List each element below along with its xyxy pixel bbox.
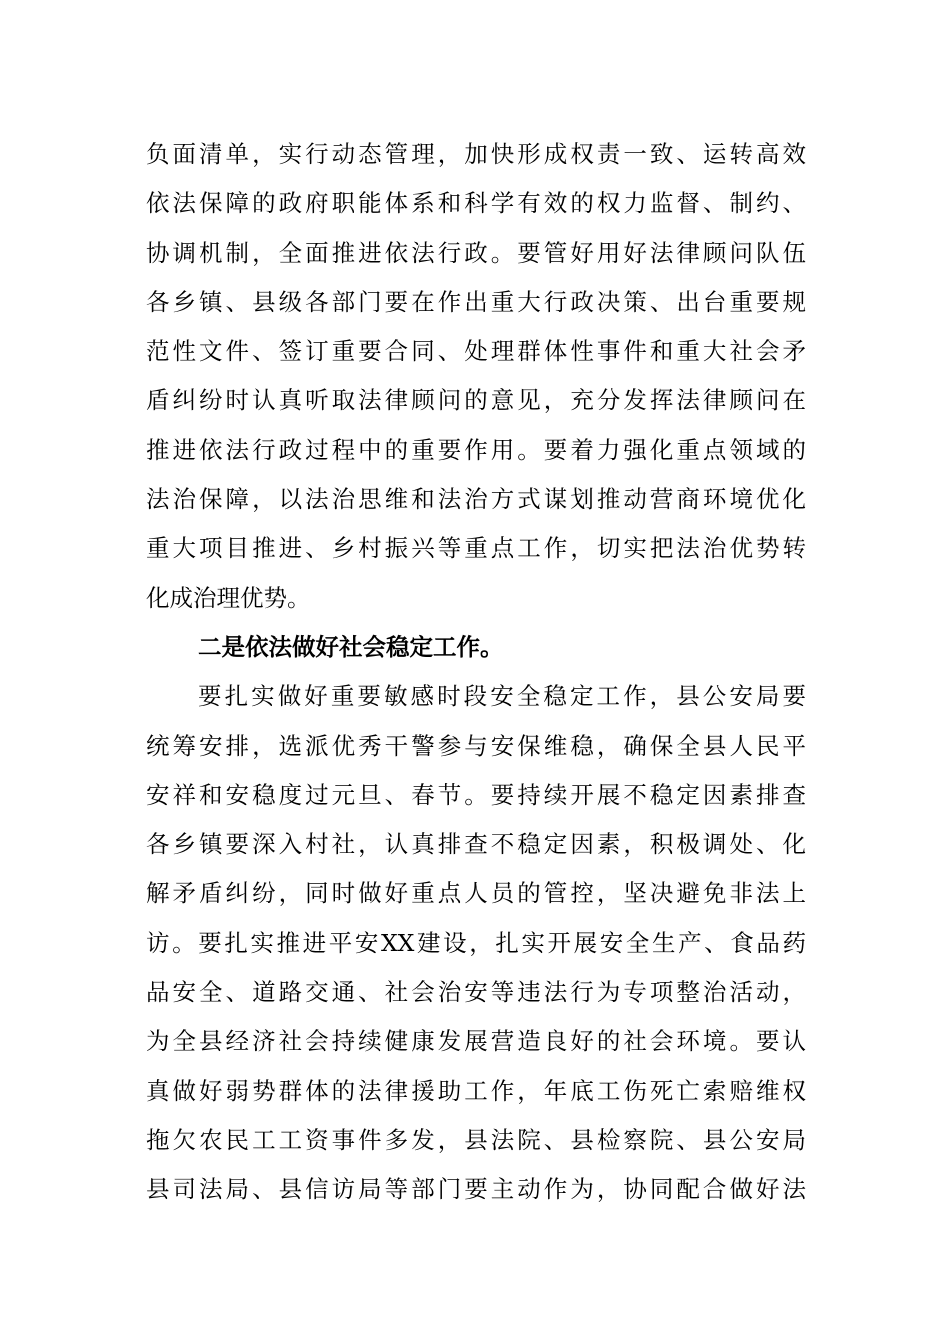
paragraph-line: 各乡镇要深入村社，认真排查不稳定因素，积极调处、化 bbox=[146, 830, 806, 859]
paragraph-line: 真做好弱势群体的法律援助工作，年底工伤死亡索赔维权 bbox=[146, 1076, 806, 1105]
paragraph-line: 重大项目推进、乡村振兴等重点工作，切实把法治优势转 bbox=[146, 534, 806, 563]
paragraph-line: 推进依法行政过程中的重要作用。要着力强化重点领域的 bbox=[146, 435, 806, 464]
paragraph-line: 县司法局、县信访局等部门要主动作为，协同配合做好法 bbox=[146, 1175, 806, 1204]
paragraph-line: 各乡镇、县级各部门要在作出重大行政决策、出台重要规 bbox=[146, 287, 806, 316]
paragraph-line: 要扎实做好重要敏感时段安全稳定工作，县公安局要 bbox=[198, 682, 806, 711]
paragraph-line: 为全县经济社会持续健康发展营造良好的社会环境。要认 bbox=[146, 1027, 806, 1056]
paragraph-line: 范性文件、签订重要合同、处理群体性事件和重大社会矛 bbox=[146, 337, 806, 366]
paragraph-line: 盾纠纷时认真听取法律顾问的意见，充分发挥法律顾问在 bbox=[146, 386, 806, 415]
section-heading: 二是依法做好社会稳定工作。 bbox=[198, 632, 504, 661]
paragraph-line: 品安全、道路交通、社会治安等违法行为专项整治活动， bbox=[146, 978, 806, 1007]
paragraph-line: 负面清单，实行动态管理，加快形成权责一致、运转高效 bbox=[146, 140, 806, 168]
paragraph-line: 解矛盾纠纷，同时做好重点人员的管控，坚决避免非法上 bbox=[146, 879, 806, 908]
paragraph-line: 安祥和安稳度过元旦、春节。要持续开展不稳定因素排查 bbox=[146, 780, 806, 809]
paragraph-line: 访。要扎实推进平安XX建设，扎实开展安全生产、食品药 bbox=[146, 928, 806, 957]
paragraph-line: 化成治理优势。 bbox=[146, 583, 311, 612]
paragraph-line: 统筹安排，选派优秀干警参与安保维稳，确保全县人民平 bbox=[146, 731, 806, 760]
paragraph-line: 依法保障的政府职能体系和科学有效的权力监督、制约、 bbox=[146, 189, 806, 218]
paragraph-line: 拖欠农民工工资事件多发，县法院、县检察院、县公安局 bbox=[146, 1125, 806, 1154]
paragraph-line: 协调机制，全面推进依法行政。要管好用好法律顾问队伍 bbox=[146, 238, 806, 267]
body-text bbox=[146, 130, 806, 1215]
paragraph-line: 法治保障，以法治思维和法治方式谋划推动营商环境优化 bbox=[146, 485, 806, 514]
